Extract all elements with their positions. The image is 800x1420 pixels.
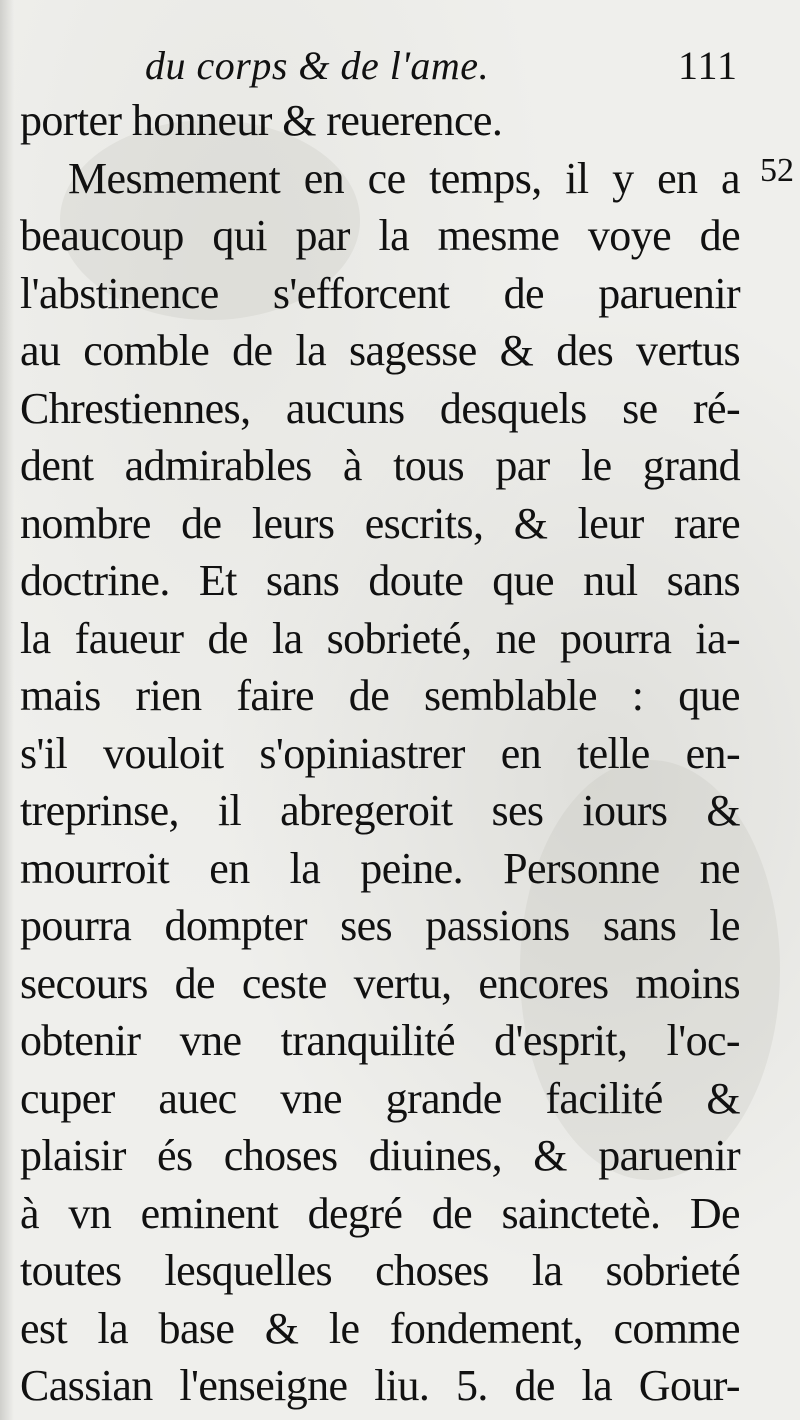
text-line: Mesmement en ce temps, il y en a — [68, 153, 740, 203]
text-line: l'abstinence s'efforcent de paruenir — [20, 268, 740, 318]
text-line: cuper auec vne grande facilité & — [20, 1073, 740, 1123]
text-line: toutes lesquelles choses la sobrieté — [20, 1246, 740, 1295]
page-number: 111 — [678, 43, 739, 88]
text-line: pourra dompter ses passions sans le — [20, 901, 740, 950]
text-line: beaucoup qui par la mesme voye de — [20, 211, 740, 260]
text-line: plaisir és choses diuines, & paruenir — [20, 1131, 740, 1180]
text-line: à vn eminent degré de sainctetè. De — [20, 1188, 740, 1238]
text-line: au comble de la sagesse & des vertus — [20, 326, 740, 375]
text-line: secours de ceste vertu, encores moins — [20, 958, 740, 1008]
text-line: doctrine. Et sans doute que nul sans — [20, 556, 740, 605]
text-line: nombre de leurs escrits, & leur rare — [20, 498, 740, 548]
text-line: obtenir vne tranquilité d'esprit, l'oc- — [20, 1016, 740, 1065]
margin-note: 52 — [760, 152, 794, 189]
text-line: est la base & le fondement, comme — [20, 1303, 740, 1353]
text-line: la faueur de la sobrieté, ne pourra ia- — [20, 613, 740, 663]
text-line: dent admirables à tous par le grand — [20, 441, 740, 490]
text-line: porter honneur & reuerence. — [20, 96, 503, 145]
running-head-title: du corps & de l'ame. — [145, 43, 490, 88]
text-line: mais rien faire de semblable : que — [20, 671, 740, 720]
running-head — [0, 28, 800, 88]
text-line: Cassian l'enseigne liu. 5. de la Gour- — [20, 1361, 740, 1410]
page-gutter-shadow — [0, 0, 14, 1420]
text-line: mourroit en la peine. Personne ne — [20, 843, 740, 893]
body-text — [20, 92, 740, 1415]
text-line: Chrestiennes, aucuns desquels se ré- — [20, 383, 740, 433]
text-line: s'il vouloit s'opiniastrer en telle en- — [20, 728, 740, 778]
text-line: treprinse, il abregeroit ses iours & — [20, 786, 740, 835]
